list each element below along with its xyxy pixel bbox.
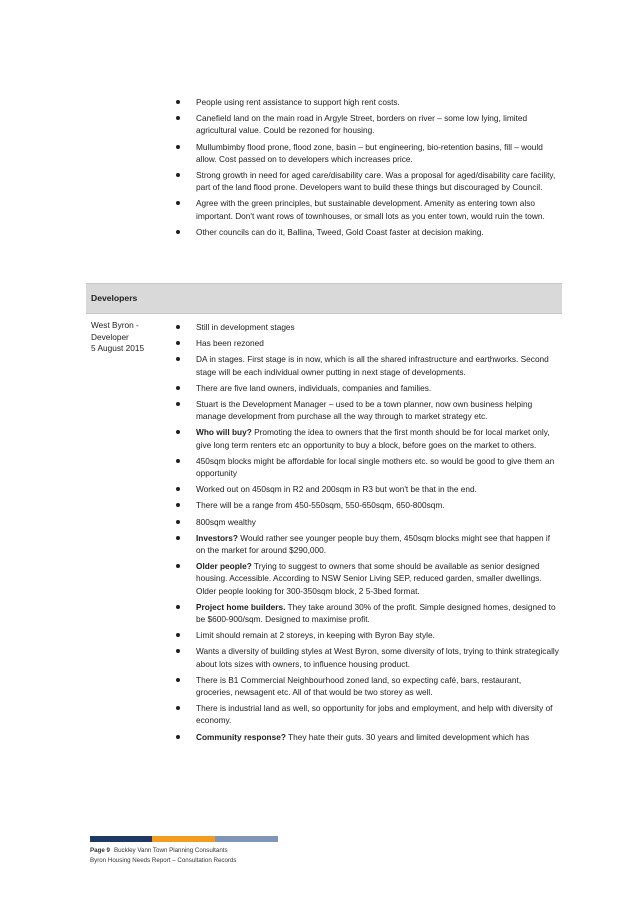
bullet-text: Limit should remain at 2 storeys, in keeping with Byron Bay style. <box>196 630 435 641</box>
bullet-text: 450sqm blocks might be affordable for local single mothers etc. so would be good to give them an opportunity <box>196 455 555 479</box>
bullet-text: 800sqm wealthy <box>196 516 256 527</box>
footer-bar-segment <box>90 836 152 842</box>
bullet-text: There are five land owners, individuals, companies and families. <box>196 382 432 393</box>
footer-bar-segment <box>215 836 278 842</box>
bullet-item <box>171 629 559 641</box>
footer-color-bar <box>90 836 278 842</box>
bullet-lead: Community response? <box>196 731 286 742</box>
bullet-text: DA in stages. First stage is in now, which is all the shared infrastructure and earthworks. Second stage will be each individual owner putting in next stage of developments. <box>196 354 549 377</box>
bullet-item <box>171 499 559 511</box>
page-number: Page 9 <box>90 847 110 854</box>
bullet-lead: Older people? <box>196 561 252 572</box>
bullet-text: Worked out on 450sqm in R2 and 200sqm in R3 but won't be that in the end. <box>196 484 477 495</box>
bullet-item <box>171 455 559 479</box>
bullet-item <box>171 169 559 193</box>
footer-report-title: Byron Housing Needs Report – Consultation Records <box>90 857 237 864</box>
bullet-item <box>171 226 559 238</box>
row-label <box>91 320 166 355</box>
bullet-text: Mullumbimby flood prone, flood zone, basin – but engineering, bio-retention basins, fill – would allow. Cost passed on to developers which increases price. <box>196 141 543 164</box>
bullet-text: Canefield land on the main road in Argyle Street, borders on river – some low lying, limited agricultural value. Could be rezoned for housing. <box>196 113 528 136</box>
bullet-item <box>171 112 559 136</box>
top-bullet-list <box>171 96 559 238</box>
bullet-item <box>171 731 559 743</box>
bullet-item <box>171 96 559 108</box>
footer-bar-segment <box>152 836 215 842</box>
bullet-text: Promoting the idea to owners that the first month should be for local market only, give long term renters etc an opportunity to buy a block, before goes on the market to others. <box>196 427 550 450</box>
bullet-item <box>171 197 559 221</box>
bullet-text: Agree with the green principles, but sustainable development. Amenity as entering town also important. Don't want rows of townhouses, or small lots as you enter town, would ruin the town. <box>196 198 545 221</box>
bullet-item <box>171 426 559 450</box>
bullet-text: There is B1 Commercial Neighbourhood zoned land, so expecting café, bars, restaurant, groceries, newsagent etc. All of that would be two storey as well. <box>196 674 522 698</box>
bullet-item <box>171 382 559 394</box>
developer-bullet-list-container <box>171 321 559 747</box>
bullet-text: Trying to suggest to owners that some should be available as senior designed housing. Accessible. According to NSW Senior Living SEP, reduced garden, smaller dwellings. Older people looking for 300-350sqm block, 2 5-3bed format. <box>196 561 542 596</box>
row-label-line: 5 August 2015 <box>91 343 145 353</box>
bullet-item <box>171 645 559 669</box>
bullet-item <box>171 516 559 528</box>
bullet-text: Has been rezoned <box>196 338 264 349</box>
footer-company: Buckley Vann Town Planning Consultants <box>113 847 228 854</box>
bullet-text: Stuart is the Development Manager – used to be a town planner, now own business helping manage development from purchase all the way through to market strategy etc. <box>196 399 533 422</box>
top-bullet-list-container <box>171 96 559 242</box>
bullet-text: Strong growth in need for aged care/disability care. Was a proposal for aged/disability care facility, part of the land flood prone. Developers want to build these things but discouraged by Council. <box>196 170 556 193</box>
bullet-text: They take around 30% of the profit. Simple designed homes, designed to be $600-900/sqm. Designed to maximise profit. <box>196 601 556 625</box>
bullet-text: Still in development stages <box>196 322 295 332</box>
bullet-text: There will be a range from 450-550sqm, 550-650sqm, 650-800sqm. <box>196 500 445 511</box>
bullet-item <box>171 560 559 597</box>
bullet-lead: Investors? <box>196 532 238 543</box>
bullet-item <box>171 483 559 495</box>
bullet-item <box>171 398 559 422</box>
developer-bullet-list <box>171 321 559 743</box>
bullet-item <box>171 674 559 698</box>
footer-page-line <box>90 847 228 854</box>
bullet-item <box>171 321 559 333</box>
bullet-lead: Who will buy? <box>196 427 252 438</box>
bullet-text: There is industrial land as well, so opportunity for jobs and employment, and help with diversity of economy. <box>196 703 553 726</box>
developers-section-header <box>86 283 562 314</box>
bullet-item <box>171 702 559 726</box>
bullet-lead: Project home builders. <box>196 601 286 612</box>
bullet-text: Would rather see younger people buy them, 450sqm blocks might see that happen if on the market for around $290,000. <box>196 532 551 556</box>
bullet-text: Wants a diversity of building styles at West Byron, some diversity of lots, trying to think strategically about lots sizes with owners, to influence housing product. <box>196 646 559 669</box>
bullet-item <box>171 141 559 165</box>
row-label-line: Developer <box>91 331 129 342</box>
bullet-item <box>171 337 559 349</box>
bullet-text: They hate their guts. 30 years and limited development which has <box>285 731 530 742</box>
bullet-item <box>171 601 559 625</box>
bullet-item <box>171 532 559 556</box>
section-title: Developers <box>91 293 138 303</box>
bullet-item <box>171 353 559 377</box>
bullet-text: Other councils can do it, Ballina, Tweed, Gold Coast faster at decision making. <box>196 226 484 237</box>
bullet-text: People using rent assistance to support high rent costs. <box>196 97 400 107</box>
row-label-line: West Byron - <box>91 320 139 330</box>
